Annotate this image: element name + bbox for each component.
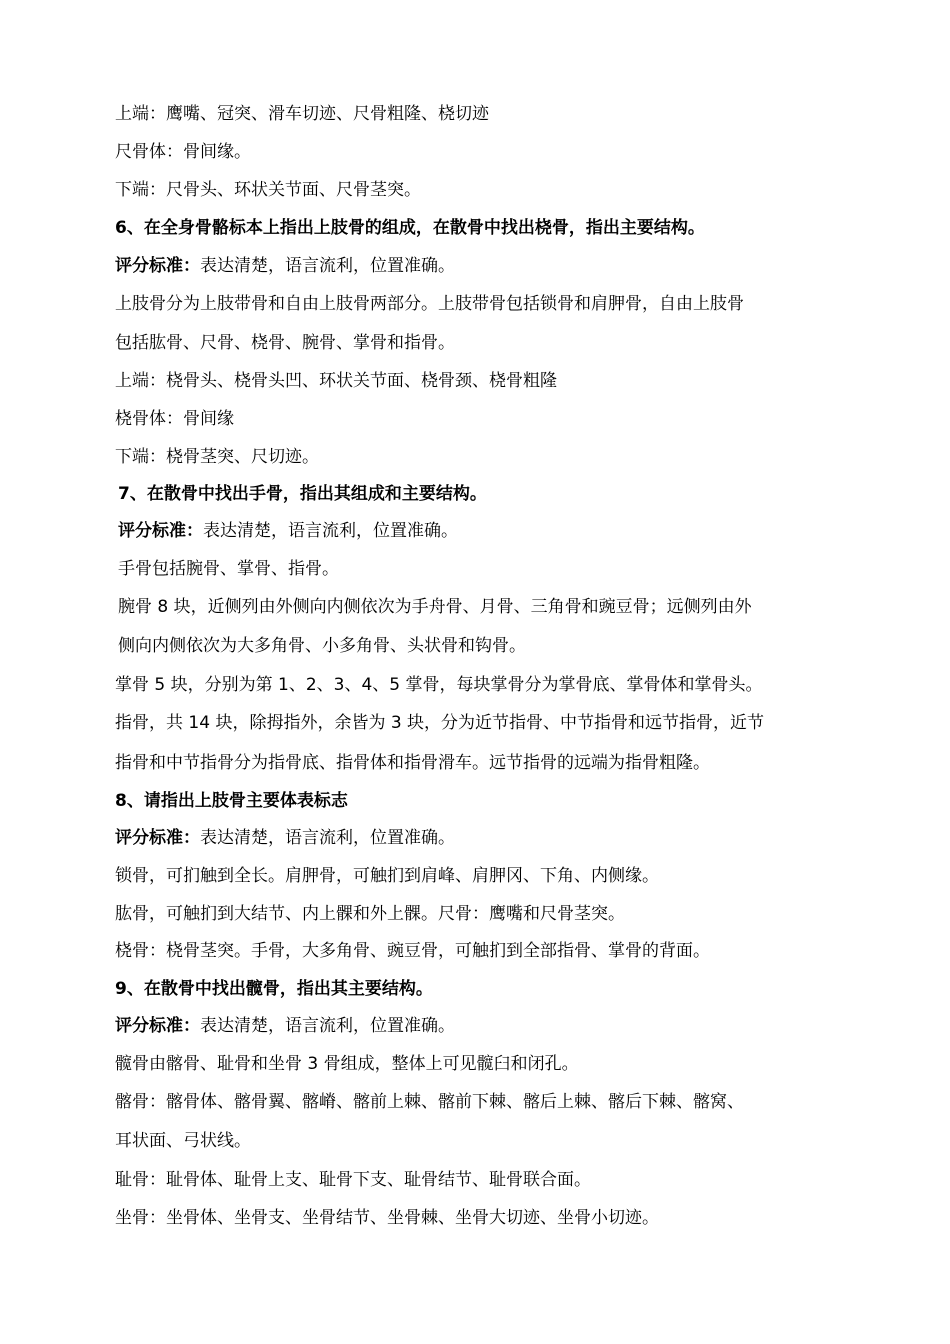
scoring-criteria-line (115, 1014, 455, 1038)
ulna-lower-end-line (115, 178, 421, 202)
paragraph-line (115, 673, 763, 697)
radius-lower-end-line (115, 445, 319, 469)
paragraph-line (115, 1168, 591, 1192)
line-text: 耻骨：耻骨体、耻骨上支、耻骨下支、耻骨结节、耻骨联合面。 (115, 1170, 591, 1190)
paragraph-line (115, 939, 710, 963)
line-text: 表达清楚，语言流利，位置准确。 (200, 828, 455, 848)
paragraph-line (115, 711, 764, 735)
line-text: 下端：桡骨茎突、尺切迹。 (115, 447, 319, 467)
line-text: 髂骨：髂骨体、髂骨翼、髂嵴、髂前上棘、髂前下棘、髂后上棘、髂后下棘、髂窝、 (115, 1092, 744, 1112)
ulna-upper-end-line (115, 102, 489, 126)
line-text: 包括肱骨、尺骨、桡骨、腕骨、掌骨和指骨。 (115, 333, 455, 353)
paragraph-line (115, 1090, 744, 1114)
line-text: 坐骨：坐骨体、坐骨支、坐骨结节、坐骨棘、坐骨大切迹、坐骨小切迹。 (115, 1208, 659, 1228)
question-6-heading (115, 216, 705, 240)
line-text: 锁骨，可扪触到全长。肩胛骨，可触扪到肩峰、肩胛冈、下角、内侧缘。 (115, 866, 659, 886)
scoring-criteria-line (115, 826, 455, 850)
paragraph-line (115, 864, 659, 888)
line-text: 指骨，共 14 块，除拇指外，余皆为 3 块，分为近节指骨、中节指骨和远节指骨，近节 (115, 713, 765, 733)
question-9-heading (115, 977, 433, 1001)
paragraph-line (118, 557, 339, 581)
scoring-criteria-label: 评分标准： (115, 256, 200, 276)
line-text: 肱骨，可触扪到大结节、内上髁和外上髁。尺骨：鹰嘴和尺骨茎突。 (115, 904, 625, 924)
radius-shaft-line (115, 407, 234, 431)
line-text: 髋骨由髂骨、耻骨和坐骨 3 骨组成，整体上可见髋臼和闭孔。 (115, 1054, 579, 1074)
paragraph-line (115, 292, 744, 316)
line-text: 8、请指出上肢骨主要体表标志 (115, 791, 348, 811)
paragraph-line (115, 1206, 659, 1230)
ulna-shaft-line (115, 140, 251, 164)
line-text: 上端：桡骨头、桡骨头凹、环状关节面、桡骨颈、桡骨粗隆 (115, 371, 557, 391)
scoring-criteria-label: 评分标准： (115, 828, 200, 848)
line-text: 下端：尺骨头、环状关节面、尺骨茎突。 (115, 180, 421, 200)
line-text: 掌骨 5 块，分别为第 1、2、3、4、5 掌骨，每块掌骨分为掌骨底、掌骨体和掌骨头。 (115, 675, 763, 695)
paragraph-line (115, 1129, 251, 1153)
line-text: 桡骨：桡骨茎突。手骨，大多角骨、豌豆骨，可触扪到全部指骨、掌骨的背面。 (115, 941, 710, 961)
scoring-criteria-label: 评分标准： (118, 521, 203, 541)
line-text: 耳状面、弓状线。 (115, 1131, 251, 1151)
line-text: 上端：鹰嘴、冠突、滑车切迹、尺骨粗隆、桡切迹 (115, 104, 489, 124)
line-text: 尺骨体：骨间缘。 (115, 142, 251, 162)
line-text: 桡骨体：骨间缘 (115, 409, 234, 429)
question-7-heading (118, 482, 487, 506)
line-text: 表达清楚，语言流利，位置准确。 (203, 521, 458, 541)
paragraph-line (115, 902, 625, 926)
paragraph-line (115, 751, 710, 775)
scoring-criteria-line (115, 254, 455, 278)
scoring-criteria-line (118, 519, 458, 543)
line-text: 手骨包括腕骨、掌骨、指骨。 (118, 559, 339, 579)
paragraph-line (118, 595, 752, 619)
paragraph-line (115, 1052, 579, 1076)
line-text: 9、在散骨中找出髋骨，指出其主要结构。 (115, 979, 433, 999)
line-text: 侧向内侧依次为大多角骨、小多角骨、头状骨和钩骨。 (118, 636, 526, 656)
line-text: 7、在散骨中找出手骨，指出其组成和主要结构。 (118, 484, 487, 504)
paragraph-line (118, 634, 526, 658)
line-text: 腕骨 8 块，近侧列由外侧向内侧依次为手舟骨、月骨、三角骨和豌豆骨；远侧列由外 (118, 597, 752, 617)
line-text: 指骨和中节指骨分为指骨底、指骨体和指骨滑车。远节指骨的远端为指骨粗隆。 (115, 753, 710, 773)
line-text: 表达清楚，语言流利，位置准确。 (200, 1016, 455, 1036)
line-text: 6、在全身骨骼标本上指出上肢骨的组成，在散骨中找出桡骨，指出主要结构。 (115, 218, 705, 238)
scoring-criteria-label: 评分标准： (115, 1016, 200, 1036)
question-8-heading (115, 789, 348, 813)
line-text: 表达清楚，语言流利，位置准确。 (200, 256, 455, 276)
radius-upper-end-line (115, 369, 557, 393)
line-text: 上肢骨分为上肢带骨和自由上肢骨两部分。上肢带骨包括锁骨和肩胛骨，自由上肢骨 (115, 294, 744, 314)
paragraph-line (115, 331, 455, 355)
